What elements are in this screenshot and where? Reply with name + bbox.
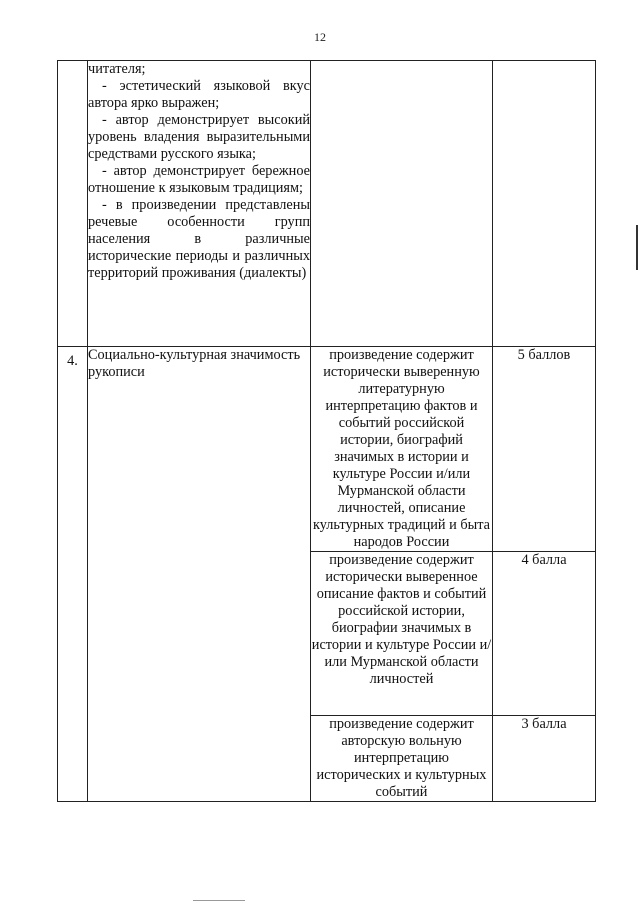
- table-row-continued: [58, 61, 596, 347]
- table-row: [58, 347, 596, 552]
- scan-smudge: [193, 900, 245, 901]
- description-cell: [311, 61, 493, 347]
- level-description: произведение содержит авторскую вольную интерпретацию исторических и культурных событий: [311, 716, 493, 802]
- criteria-table: [57, 60, 596, 802]
- number-cell: [58, 61, 88, 347]
- criterion-line: читателя;: [88, 61, 146, 77]
- criterion-line: - эстетический языковой вкус автора ярко выражен;: [88, 78, 310, 111]
- page-number: 12: [314, 30, 326, 44]
- criterion-line: - автор демонстрирует бережное отношение к языковым традициям;: [88, 163, 310, 196]
- scan-edge-mark: [636, 225, 638, 270]
- level-description: произведение содержит исторически выверенную литературную интерпретацию фактов и событий российской истории, биографий значимых в истории и культуре России и/или Мурманской области личностей, описание культурных традиций и быта народов России: [311, 347, 493, 552]
- level-score: 4 балла: [493, 552, 596, 716]
- criterion-line: - в произведении представлены речевые особенности групп населения в различные исторические периоды и различных территорий проживания (диалекты): [88, 197, 310, 281]
- level-score: 3 балла: [493, 716, 596, 802]
- level-description: произведение содержит исторически выверенное описание фактов и событий российской истории, биографии значимых в истории и культуре России и/или Мурманской области личностей: [311, 552, 493, 716]
- criterion-cell-continued: [88, 61, 311, 347]
- level-score: 5 баллов: [493, 347, 596, 552]
- criterion-line: - автор демонстрирует высокий уровень владения выразительными средствами русского языка;: [88, 112, 310, 162]
- criterion-title: Социально-культурная значимость рукописи: [88, 347, 311, 802]
- score-cell: [493, 61, 596, 347]
- row-number: 4.: [58, 347, 88, 802]
